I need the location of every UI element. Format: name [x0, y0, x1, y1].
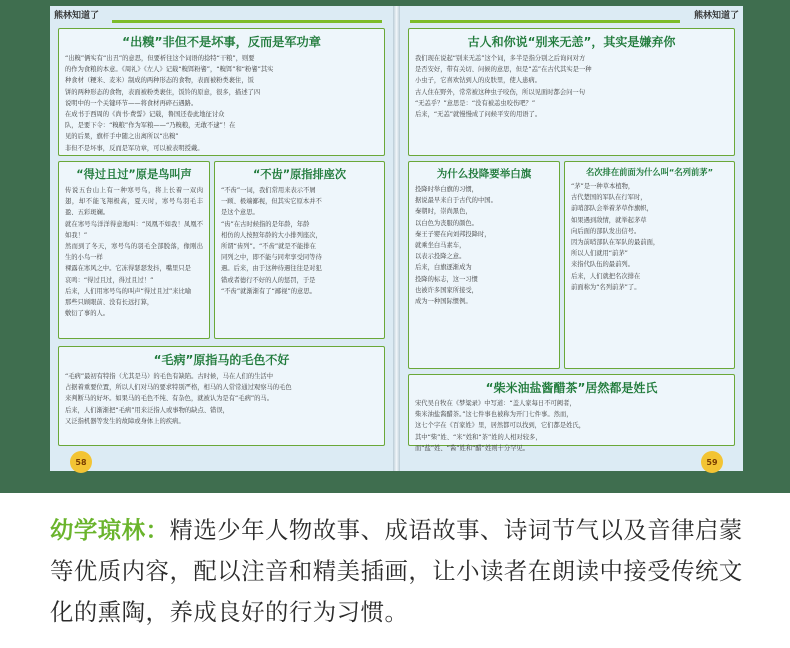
article-title: “出糗”非但不是坏事，反而是军功章: [122, 35, 321, 49]
article-box-bielaiwuyang: [408, 28, 735, 156]
article-title: 为什么投降要举白旗: [436, 168, 532, 180]
article-body: “茅”是一种草本植物， 古代楚国的军队在行军时， 前哨部队会举着茅草作旗帜， 如果遇到敌情，就举起茅草 向后面的部队发出信号。 因为前哨部队在军队的最前面， 所以人们就用“前茅” 来指代队伍的最前列。 后来，人们就把名次排在 前面称为“名列前茅”了。: [571, 183, 660, 291]
promo-caption: [50, 510, 760, 633]
header-rule-right: [410, 20, 680, 23]
article-box-maobing: [58, 346, 385, 446]
article-box-minglieqianmao: [564, 161, 735, 369]
article-title: “不齿”原指排座次: [252, 168, 347, 181]
article-box-buchi: [214, 161, 385, 339]
article-title: 古人和你说“别来无恙”，其实是嫌弃你: [467, 35, 676, 49]
book-gutter: [393, 6, 400, 471]
left-page: [50, 6, 393, 471]
article-body: 投降时举白旗的习惯， 据说最早来自于古代的中国。 秦朝时，崇尚黑色， 以白色为丧服的颜色。 秦王子婴在向刘邦投降时， 就乘坐白马素车， 以表示投降之意。 后来，白旗逐渐成为 投降的标志，这一习惯 也被许多国家所接受， 成为一种国际惯例。: [415, 186, 497, 306]
page-number-left: 58: [70, 451, 92, 473]
article-body: “出糗”俩实有“出丑”的意思，但要析往这个词语的捻特“干粮”，则要 的作为食粮的本意。《周礼》《左人》记载“糗饵粉餈”，“糗饵”和“粉餈”其实 种食材（粳米、麦米）制成的两种形态的食物，表面被粉类裹住，饭 饼的两种形态的食物，表面被粉类裹住，饭铃的原意，很多，描述了四 说明中的一个关键环节——将食材再碎石遇路。 在成书于西周的《尚书·费誓》记载，鲁国还卷此地征讨众 队，是要下令：“糗粮”作为军粮——“乃糗粮，无敢不逮”！在 见的后果，旗杆手中随之出离所以“出糗” 非但不是坏事，反而是军功章，可以被表明授戴。: [65, 55, 274, 152]
article-title: “得过且过”原是鸟叫声: [76, 168, 192, 181]
caption-lead: 幼学琼林：: [50, 516, 170, 544]
page-number-right: 59: [701, 451, 723, 473]
article-box-chuqiu: [58, 28, 385, 156]
right-page: [400, 6, 743, 471]
article-body: “毛病”最初有特指（尤其是马）的毛色有缺陷。古时候，马在人们的生活中 占据着重要位置，所以人们对马的要求特别严格，相马的人常常通过观察马的毛色 来判断马的好坏。如果马的毛色不纯、有杂色，就被认为是有“毛病”的马。 后来，人们渐渐把“毛病”用来泛指人或事物的缺点、错误， 又泛指机器等发生的故障或身体上的疾病。: [65, 373, 292, 425]
caption-text: 精选少年人物故事、成语故事、诗词节气以及音律启蒙等优质内容，配以注音和精美插画，让小读者在朗读中接受传统文化的熏陶，养成良好的行为习惯。: [50, 516, 743, 626]
running-title-right: 熊林知道了: [693, 11, 739, 21]
article-body: 传说五台山上有一种寒号鸟，将上长着一双肉翅，却不能飞翔极高，夏天时，寒号鸟羽毛丰盈、五彩斑斓。 就在寒号鸟洋洋得意地叫：“凤凰不如我！凤凰不如我！” 然而到了冬天，寒号鸟的羽毛全部脱落，像刚出生的小鸟一样 裸露在寒风之中。它冻得瑟瑟发抖，嘴里只是 哀鸣：“得过且过，得过且过！” 后来，人们用寒号鸟的叫声“得过且过”来比喻 那些只顾眼前、没有长远打算， 敷衍了事的人。: [65, 187, 203, 318]
article-title: “毛病”原指马的毛色不好: [153, 353, 290, 367]
article-box-chaimiyouyan: [408, 374, 735, 452]
article-body: 宋代吴自牧在《梦粱录》中写道：“盖人家每日不可阙者， 柴米油盐酱醋茶。”这七件事也被称为开门七件事。然而， 这七个字在《百家姓》里，居然都可以找到，它们都是姓氏， 其中“柴”姓、“米”姓和“茶”姓的人相对较多， 而“盐”姓、“酱”姓和“醋”姓则十分罕见。: [415, 400, 586, 452]
article-body: “不齿”一词，我们常用来表示不屑 一顾、极端鄙视，但其实它原本并不 是这个意思。 “齿”在古时候指的是年龄，年龄 相仿的人按照年龄的大小排列座次， 所谓“齿列”。“不齿”就是不能排在 同列之中，即不能与同辈享受同等待 遇。后来，由于这种待遇往往是对犯 错或者德行不好的人的惩罚，于是 “不齿”就渐渐有了“鄙视”的意思。: [221, 187, 322, 295]
running-title-left: 熊林知道了: [54, 11, 100, 21]
article-box-baiqi: [408, 161, 560, 369]
article-box-deguoqieguo: [58, 161, 210, 339]
article-body: 我们现在说起“别来无恙”这个词，多半是指分别之后询问对方 是否安好，带有关切、问候的意思，但是“恙”在古代其实是一种 小虫子，它喜欢钻到人的皮肤里，使人患病。 古人住在野外，常常被这种虫子咬伤，所以见面时都会问一句 “无恙乎？”意思是：“没有被恙虫咬伤吧？” 后来，“无恙”就慢慢成了问候平安的用语了。: [415, 55, 592, 119]
article-title: “柴米油盐酱醋茶”居然都是姓氏: [485, 381, 658, 395]
header-rule-left: [112, 20, 382, 23]
article-title: 名次排在前面为什么叫“名列前茅”: [585, 167, 714, 177]
